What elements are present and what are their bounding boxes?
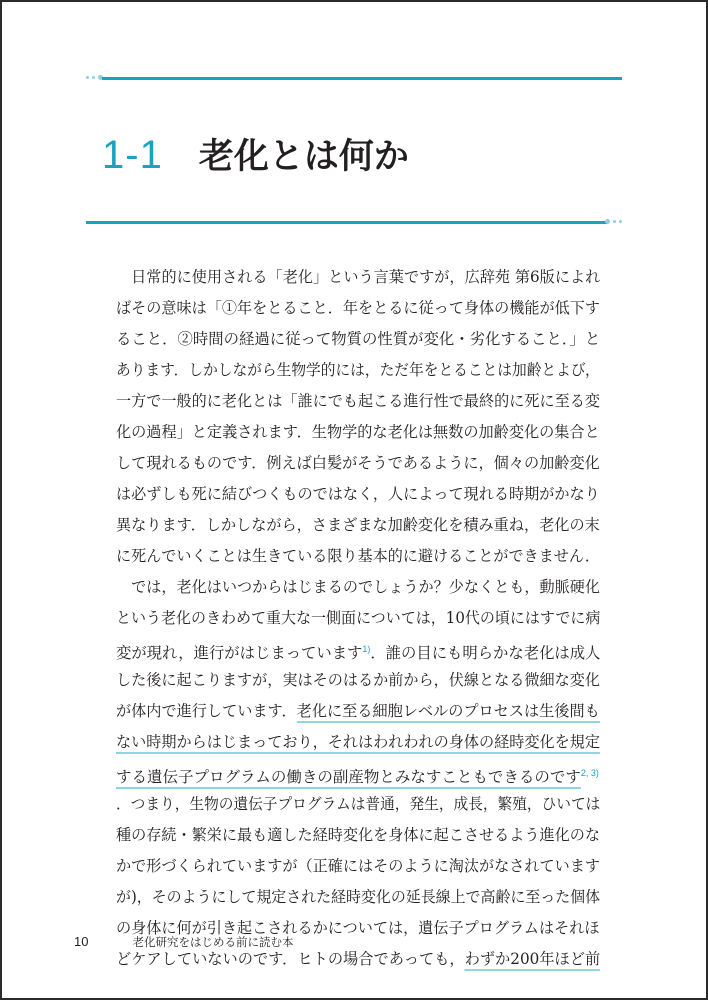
text-line	[116, 324, 601, 355]
text-line	[116, 634, 601, 665]
section-title: 老化とは何か	[198, 137, 409, 177]
text-segment: ．つまり，生物の遺伝子プログラムは普通，発生，成長，繁殖，ひいては	[116, 795, 601, 813]
running-title: 老化研究をはじめる前に読む本	[132, 935, 294, 949]
bottom-rule	[86, 221, 608, 224]
text-segment: に死んでいくことは生きている限り基本的に避けることができません．	[116, 547, 600, 565]
reference-marker: 2, 3)	[580, 768, 599, 778]
text-line	[116, 386, 601, 417]
text-line	[116, 665, 601, 696]
text-segment: ．誰の目にも明らかな老化は成人	[370, 644, 601, 662]
text-line	[116, 603, 601, 634]
top-rule	[102, 77, 622, 80]
text-segment: という老化のきわめて重大な一側面については，10代の頃にはすでに病	[116, 609, 601, 627]
text-line	[116, 417, 600, 448]
text-line	[116, 479, 600, 510]
text-line	[116, 541, 600, 572]
text-segment: して現れるものです．例えば白髪がそうであるように，個々の加齢変化	[116, 454, 600, 472]
text-segment: 日常的に使用される「老化」という言葉ですが，広辞苑 第6版によれ	[116, 268, 601, 286]
text-segment: が体内で進行しています．	[116, 702, 297, 720]
text-segment: では，老化はいつからはじまるのでしょうか？少なくとも，動脈硬化	[116, 578, 601, 596]
text-segment: 異なります．しかしながら，さまざまな加齢変化を積み重ね，老化の末	[116, 516, 600, 534]
section-heading	[102, 129, 409, 179]
text-segment: が)，そのようにして規定された経時変化の延長線上で高齢に至った個体	[116, 888, 601, 906]
text-line	[116, 355, 600, 386]
text-segment: ること．②時間の経過に従って物質の性質が変化・劣化すること．」と	[116, 330, 601, 348]
text-line	[116, 820, 601, 851]
text-segment: は必ずしも死に結びつくものではなく，人によって現れる時期がかなり	[116, 485, 600, 503]
section-number: 1-1	[102, 133, 163, 177]
text-line	[116, 882, 601, 913]
text-segment: 一方で一般的に老化とは「誰にでも起こる進行性で最終的に死に至る変	[116, 392, 601, 410]
highlighted-text: ない時期からはじまっており，それはわれわれの身体の経時変化を規定	[116, 733, 600, 754]
text-segment: 変が現れ，進行がはじまっています	[116, 644, 363, 662]
text-line	[116, 262, 601, 293]
text-line	[116, 572, 601, 603]
text-segment: の身体に何が引き起こされるかについては，遺伝子プログラムはそれほ	[116, 919, 600, 937]
text-line	[116, 851, 601, 882]
body-text	[116, 262, 600, 975]
decorative-dots-top	[86, 75, 103, 80]
text-segment: ばその意味は「①年をとること．年をとるに従って身体の機能が低下す	[116, 299, 601, 317]
text-line	[116, 293, 601, 324]
highlighted-text: わずか200年ほど前	[465, 950, 601, 971]
text-segment: 種の存続・繁栄に最も適した経時変化を身体に起こさせるよう進化のな	[116, 826, 601, 844]
text-line	[116, 758, 600, 789]
text-segment: 化の過程」と定義されます．生物学的な老化は無数の加齢変化の集合と	[116, 423, 600, 441]
text-line	[116, 510, 600, 541]
text-line	[116, 789, 601, 820]
reference-marker: 1)	[362, 644, 371, 654]
text-line	[116, 696, 600, 727]
highlighted-text: 老化に至る細胞レベルのプロセスは生後間も	[297, 702, 600, 723]
text-line	[116, 448, 600, 479]
decorative-dots-bottom	[605, 219, 622, 224]
text-segment: どケアしていないのです．ヒトの場合であっても，	[116, 950, 465, 968]
page-footer	[74, 934, 293, 950]
text-segment: あります．しかしながら生物学的には，ただ年をとることは加齢とよび，	[116, 361, 600, 379]
text-segment: かで形づくられていますが（正確にはそのように淘汰がなされています	[116, 857, 601, 875]
text-segment: した後に起こりますが，実はそのはるか前から，伏線となる微細な変化	[116, 671, 601, 689]
page-number: 10	[74, 934, 89, 949]
highlighted-text: する遺伝子プログラムの働きの副産物とみなすこともできるのです	[116, 768, 581, 789]
text-line	[116, 727, 601, 758]
